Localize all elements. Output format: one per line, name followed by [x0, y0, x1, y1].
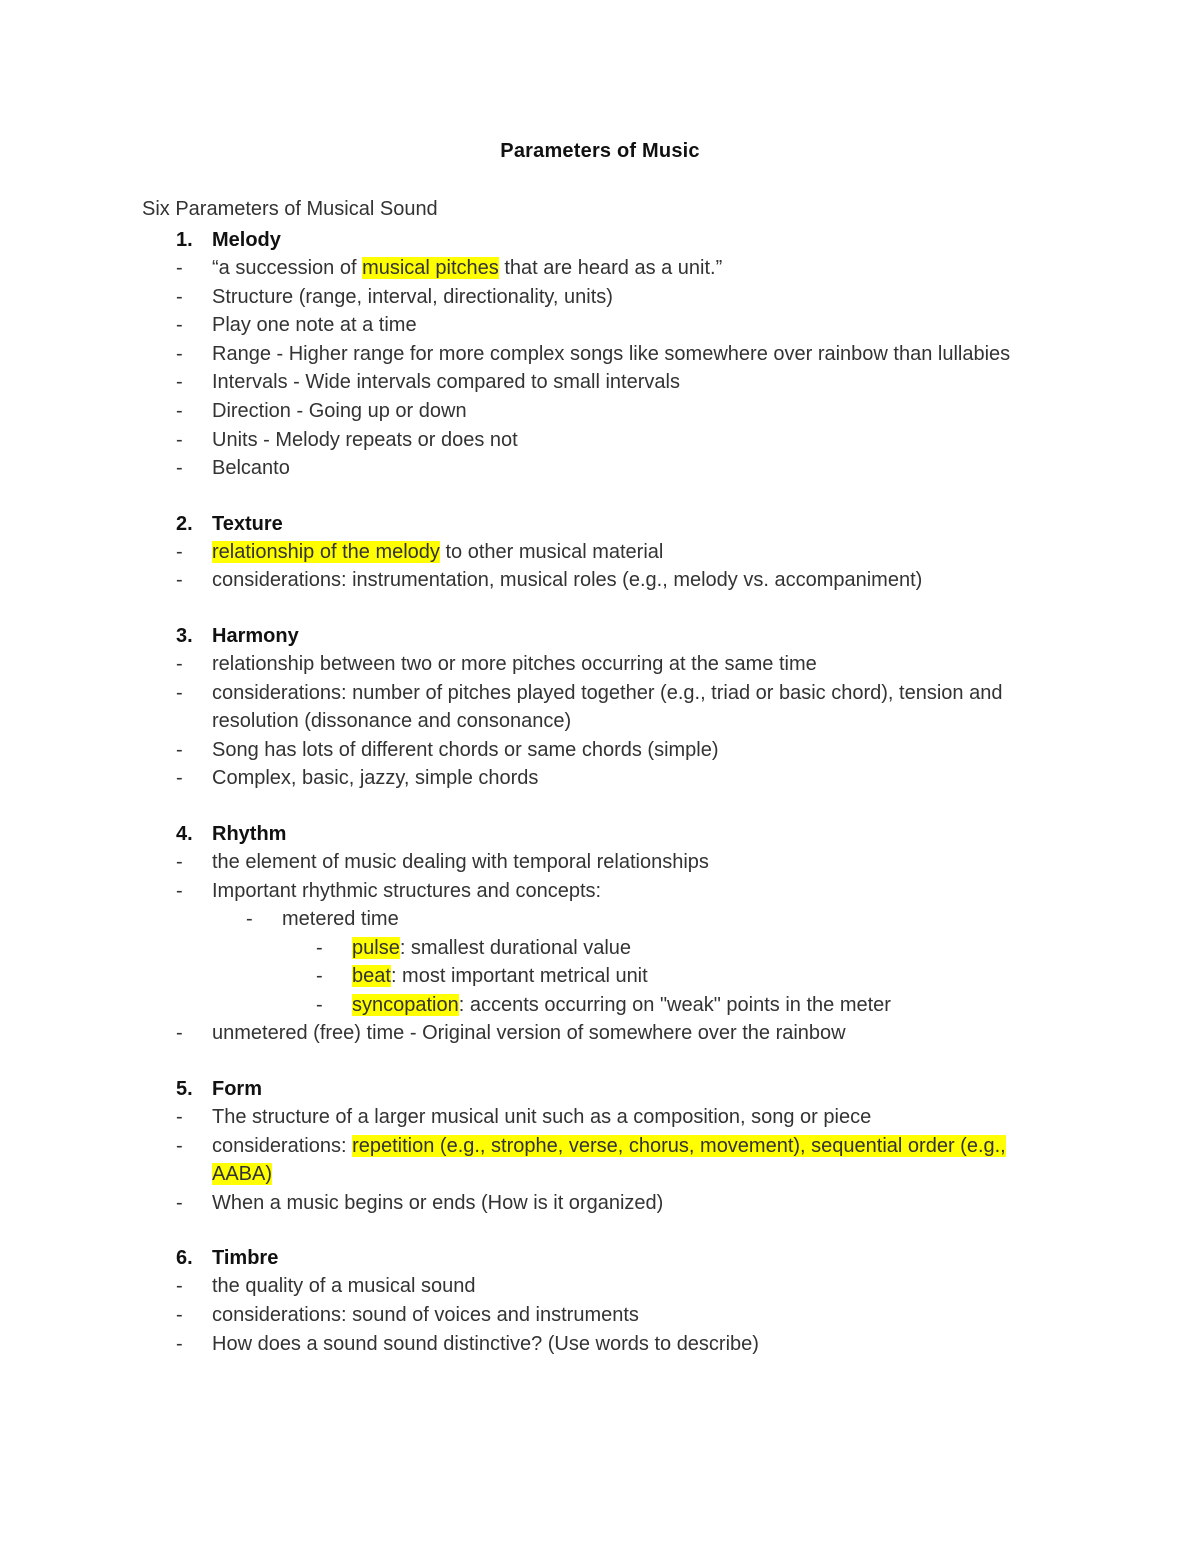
section-name: Rhythm: [212, 822, 287, 845]
text-run: Direction - Going up or down: [212, 399, 467, 422]
bullet-dash: -: [176, 1332, 183, 1355]
intro-line: Six Parameters of Musical Sound: [142, 198, 438, 220]
bullet-dash: -: [176, 569, 183, 592]
text-run: The structure of a larger musical unit such as a composition, song or piece: [212, 1106, 872, 1129]
bullet-dash: -: [176, 652, 183, 675]
list-item: [0, 1132, 1200, 1189]
list-item: [0, 1272, 1200, 1301]
text-run: metered time: [282, 908, 399, 931]
section-heading: [0, 510, 1200, 538]
list-item: [0, 566, 1200, 595]
list-item: [0, 934, 1200, 963]
list-item: [0, 397, 1200, 426]
list-item: [0, 679, 1200, 736]
list-item: [0, 1019, 1200, 1048]
section-number: 1.: [176, 229, 193, 251]
item-text: [212, 397, 1042, 426]
section-heading: [0, 1075, 1200, 1103]
list-item: [0, 736, 1200, 765]
text-run: considerations: sound of voices and instruments: [212, 1304, 639, 1327]
section-heading: [0, 1244, 1200, 1272]
list-item: [0, 311, 1200, 340]
bullet-dash: -: [176, 1275, 183, 1298]
item-text: [212, 650, 1042, 679]
text-run: considerations:: [212, 1134, 353, 1157]
item-text: [212, 1272, 1042, 1301]
section-heading: [0, 820, 1200, 848]
list-item: [0, 848, 1200, 877]
section-timbre: [0, 1244, 1200, 1358]
item-text: [212, 1330, 1042, 1359]
bullet-dash: -: [176, 1134, 183, 1157]
bullet-dash: -: [176, 738, 183, 761]
text-run: considerations: instrumentation, musical roles (e.g., melody vs. accompaniment): [212, 569, 923, 592]
text-run: considerations: number of pitches played together (e.g., triad or basic chord), tension and resolution (dissonance and consonance): [212, 681, 1003, 733]
item-text: [212, 283, 1042, 312]
section-number: 6.: [176, 1247, 193, 1270]
list-item: [0, 454, 1200, 483]
section-name: Timbre: [212, 1247, 279, 1270]
text-run: Intervals - Wide intervals compared to small intervals: [212, 371, 680, 394]
text-run: Belcanto: [212, 457, 290, 480]
section-harmony: [0, 622, 1200, 793]
text-run: Complex, basic, jazzy, simple chords: [212, 767, 539, 790]
item-text: [212, 454, 1042, 483]
section-number: 3.: [176, 624, 193, 647]
page-title: Parameters of Music: [500, 140, 700, 162]
text-run: Structure (range, interval, directionality, units): [212, 285, 613, 308]
bullet-dash: -: [176, 342, 183, 365]
list-item: [0, 1301, 1200, 1330]
bullet-dash: -: [176, 850, 183, 873]
section-number: 2.: [176, 512, 193, 535]
bullet-dash: -: [176, 399, 183, 422]
highlighted-text: syncopation: [352, 993, 459, 1016]
item-text: [212, 426, 1042, 455]
list-item: [0, 340, 1200, 369]
section-name: Melody: [212, 229, 281, 251]
list-item: [0, 991, 1200, 1020]
item-text: [212, 1189, 1042, 1218]
item-text: [212, 736, 1042, 765]
bullet-dash: -: [176, 257, 183, 279]
bullet-dash: -: [176, 879, 183, 902]
text-run: : most important metrical unit: [390, 965, 648, 988]
section-number: 5.: [176, 1078, 193, 1101]
list-item: [0, 368, 1200, 397]
highlighted-text: relationship of the melody: [212, 540, 440, 563]
bullet-dash: -: [176, 767, 183, 790]
bullet-dash: -: [176, 371, 183, 394]
text-run: How does a sound sound distinctive? (Use words to describe): [212, 1332, 759, 1355]
bullet-dash: -: [176, 1022, 183, 1045]
item-text: [212, 566, 1042, 595]
item-text: [282, 905, 1112, 934]
item-text: [212, 877, 1042, 906]
list-item: [0, 1330, 1200, 1359]
text-run: Play one note at a time: [212, 314, 417, 337]
list-item: [0, 254, 1200, 283]
item-text: [212, 311, 1042, 340]
list-item: [0, 426, 1200, 455]
text-run: the element of music dealing with temporal relationships: [212, 850, 709, 873]
item-text: [212, 1132, 1042, 1189]
item-text: [212, 1103, 1042, 1132]
list-item: [0, 764, 1200, 793]
section-rhythm: [0, 820, 1200, 1048]
item-text: [212, 848, 1042, 877]
section-name: Texture: [212, 512, 283, 535]
item-text: [212, 340, 1042, 369]
bullet-dash: -: [176, 540, 183, 563]
list-item: [0, 905, 1200, 934]
text-run: unmetered (free) time - Original version of somewhere over the rainbow: [212, 1022, 846, 1045]
section-texture: [0, 510, 1200, 595]
item-text: [352, 991, 1182, 1020]
section-melody: [0, 226, 1200, 483]
text-run: the quality of a musical sound: [212, 1275, 476, 1298]
text-run: relationship between two or more pitches occurring at the same time: [212, 652, 817, 675]
bullet-dash: -: [176, 1106, 183, 1129]
bullet-dash: -: [176, 285, 183, 308]
text-run: Units - Melody repeats or does not: [212, 428, 518, 451]
list-item: [0, 962, 1200, 991]
list-item: [0, 650, 1200, 679]
bullet-dash: -: [176, 681, 183, 704]
section-name: Form: [212, 1078, 262, 1101]
bullet-dash: -: [316, 936, 323, 959]
highlighted-text: beat: [352, 965, 391, 988]
bullet-dash: -: [176, 428, 183, 451]
text-run: “a succession of: [212, 257, 363, 279]
bullet-dash: -: [246, 908, 253, 931]
item-text: [352, 962, 1182, 991]
highlighted-text: pulse: [352, 936, 400, 959]
section-form: [0, 1075, 1200, 1217]
text-run: Range - Higher range for more complex songs like somewhere over rainbow than lullabies: [212, 342, 1011, 365]
section-name: Harmony: [212, 624, 299, 647]
bullet-dash: -: [176, 457, 183, 480]
text-run: that are heard as a unit.”: [498, 257, 723, 279]
text-run: Song has lots of different chords or same chords (simple): [212, 738, 719, 761]
list-item: [0, 283, 1200, 312]
bullet-dash: -: [176, 1191, 183, 1214]
item-text: [212, 1301, 1042, 1330]
text-run: : smallest durational value: [399, 936, 632, 959]
text-run: Important rhythmic structures and concepts:: [212, 879, 602, 902]
bullet-dash: -: [316, 965, 323, 988]
text-run: : accents occurring on "weak" points in the meter: [458, 993, 891, 1016]
list-item: [0, 1189, 1200, 1218]
section-heading: [0, 226, 1200, 254]
item-text: [212, 368, 1042, 397]
item-text: [212, 1019, 1042, 1048]
item-text: [212, 538, 1042, 567]
text-run: to other musical material: [439, 540, 664, 563]
list-item: [0, 1103, 1200, 1132]
item-text: [212, 679, 1042, 736]
sections-container: [0, 226, 1200, 1385]
item-text: [212, 764, 1042, 793]
highlighted-text: musical pitches: [362, 257, 499, 279]
item-text: [212, 254, 1042, 283]
bullet-dash: -: [316, 993, 323, 1016]
section-number: 4.: [176, 822, 193, 845]
highlighted-text: repetition (e.g., strophe, verse, chorus, movement), sequential order (e.g., AABA): [212, 1134, 1006, 1186]
list-item: [0, 877, 1200, 906]
list-item: [0, 538, 1200, 567]
bullet-dash: -: [176, 314, 183, 337]
bullet-dash: -: [176, 1304, 183, 1327]
section-heading: [0, 622, 1200, 650]
text-run: When a music begins or ends (How is it organized): [212, 1191, 664, 1214]
item-text: [352, 934, 1182, 963]
